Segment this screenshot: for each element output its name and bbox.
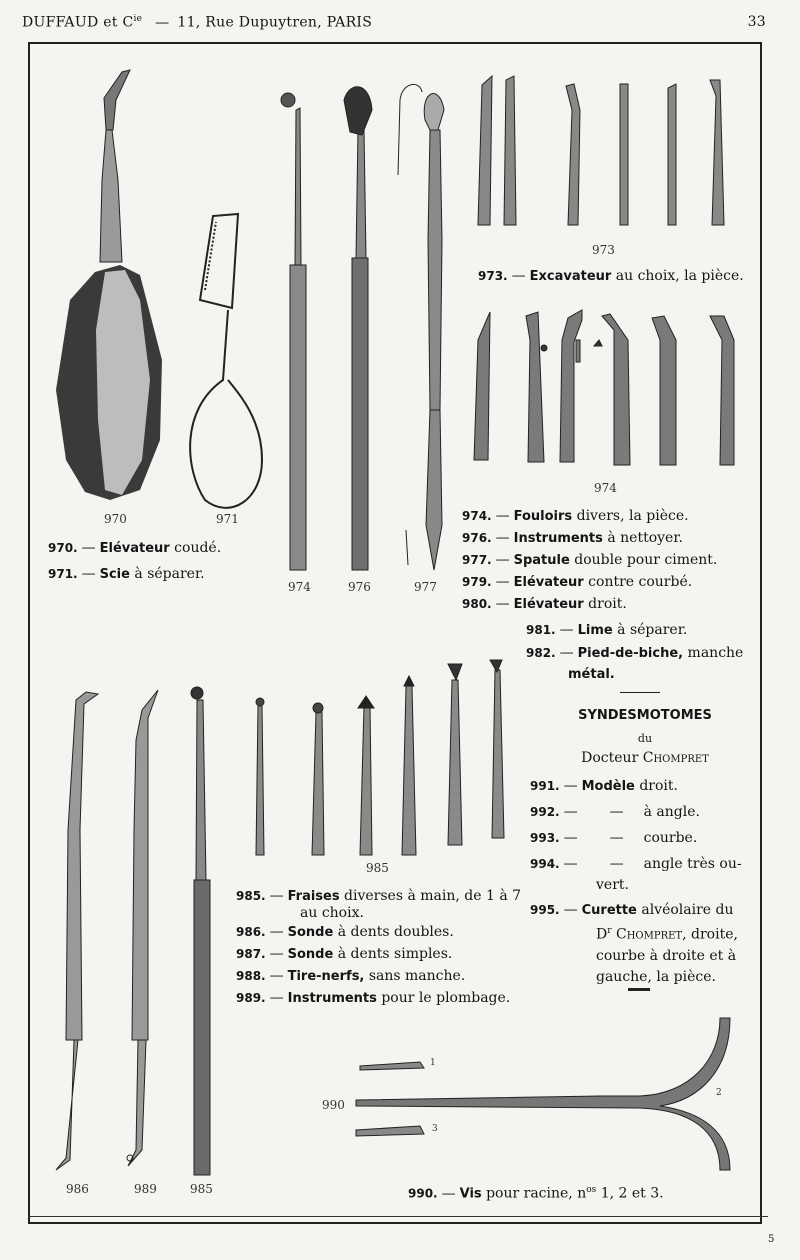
fig-label-973: 973 — [592, 243, 615, 257]
fouloirs-974-drawing — [474, 310, 734, 465]
publisher-sup: ie — [133, 14, 143, 24]
fraises-985-drawing — [256, 660, 504, 855]
screw-label-1: 1 — [430, 1058, 436, 1068]
caption-981: 981. — Lime à séparer. — [526, 622, 688, 638]
caption-991: 991. — Modèle droit. — [530, 778, 678, 794]
caption-971: 971. — Scie à séparer. — [48, 566, 205, 582]
caption-973: 973. — Excavateur au choix, la pièce. — [478, 268, 744, 284]
fig-label-989: 989 — [134, 1182, 157, 1196]
caption-970: 970. — Elévateur coudé. — [48, 540, 222, 556]
publisher-name: DUFFAUD et C — [22, 14, 134, 31]
screws-990-drawing — [356, 1018, 730, 1170]
fig-label-986: 986 — [66, 1182, 89, 1196]
syndesmotomes-du: du — [637, 732, 653, 745]
screw-label-3: 3 — [432, 1124, 438, 1134]
footer-mark: 5 — [768, 1234, 775, 1245]
caption-994: 994. — — angle très ou- vert. — [530, 856, 742, 893]
caption-982: 982. — Pied-de-biche, manche métal. — [526, 645, 744, 682]
caption-993: 993. — — courbe. — [530, 830, 698, 846]
publisher-address: 11, Rue Dupuytren, PARIS — [177, 14, 373, 31]
tools-974-977-drawing — [281, 84, 444, 570]
screw-label-2: 2 — [716, 1088, 722, 1098]
fig-label-985: 985 — [366, 861, 389, 875]
fig-label-985b: 985 — [190, 1182, 213, 1196]
caption-976: 976. — Instruments à nettoyer. — [462, 530, 683, 546]
syndesmotomes-doctor: Docteur Chompret — [581, 750, 709, 766]
fig-label-970: 970 — [104, 512, 127, 526]
caption-986: 986. — Sonde à dents doubles. — [236, 924, 454, 940]
caption-979: 979. — Elévateur contre courbé. — [462, 574, 693, 590]
fig-label-976: 976 — [348, 580, 371, 594]
fig-label-974: 974 — [288, 580, 311, 594]
fig-label-977: 977 — [414, 580, 437, 594]
caption-987: 987. — Sonde à dents simples. — [236, 946, 453, 962]
end-mark — [628, 988, 650, 991]
fig-label-990: 990 — [322, 1098, 345, 1112]
caption-995: 995. — Curette alvéolaire du $D^r$ Chompret, droite, courbe à droite et à gauche, la pièce. — [530, 902, 738, 985]
divider-rule — [620, 692, 660, 693]
caption-980: 980. — Elévateur droit. — [462, 596, 627, 612]
caption-985: 985. — Fraises diverses à main, de 1 à 7 au choix. — [236, 888, 522, 921]
caption-977: 977. — Spatule double pour ciment. — [462, 552, 718, 568]
caption-988: 988. — Tire-nerfs, sans manche. — [236, 968, 466, 984]
caption-974: 974. — Fouloirs divers, la pièce. — [462, 508, 689, 524]
elevator-970-drawing — [56, 70, 162, 500]
plombage-instruments-drawing — [56, 687, 210, 1175]
caption-992: 992. — — à angle. — [530, 804, 700, 820]
caption-990: 990. — Vis pour racine, $n^{os}$ 1, 2 et 3. — [408, 1185, 664, 1202]
caption-989: 989. — Instruments pour le plombage. — [236, 990, 511, 1006]
fig-label-974b: 974 — [594, 481, 617, 495]
header-separator: — — [155, 14, 170, 31]
excavators-973-drawing — [478, 76, 724, 225]
page-number: 33 — [747, 14, 766, 30]
saw-971-drawing — [190, 214, 262, 508]
fig-label-971: 971 — [216, 512, 239, 526]
syndesmotomes-title: SYNDESMOTOMES — [578, 708, 712, 723]
